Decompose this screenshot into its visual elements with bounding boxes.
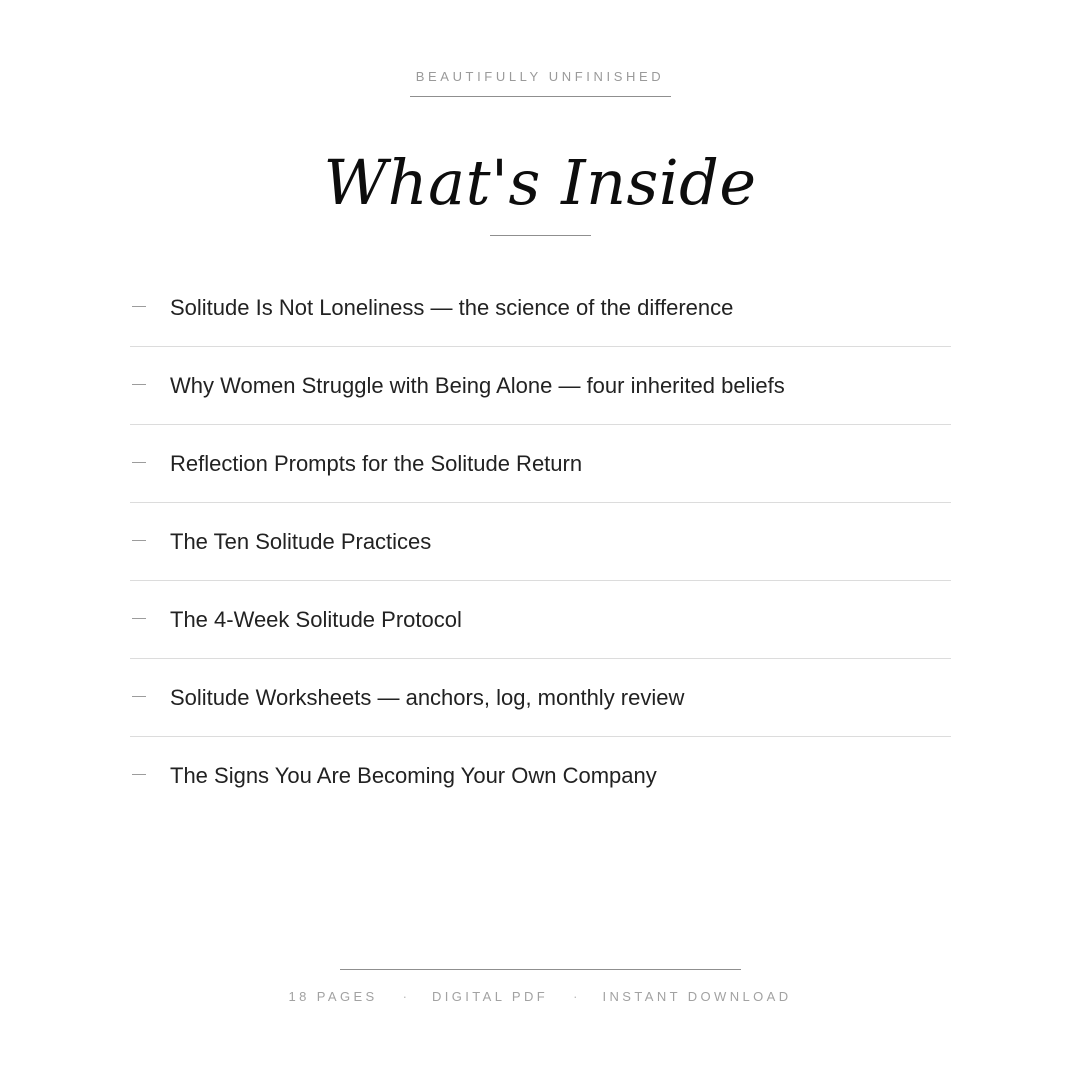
dash-icon <box>132 696 146 697</box>
list-item <box>130 425 951 503</box>
list-item-label: The 4-Week Solitude Protocol <box>170 607 462 632</box>
page-count: 18 PAGES <box>288 989 378 1004</box>
dash-icon <box>132 384 146 385</box>
list-item <box>130 503 951 581</box>
list-item <box>130 737 951 814</box>
dash-icon <box>132 306 146 307</box>
file-format: DIGITAL PDF <box>431 989 549 1004</box>
list-item-label: Why Women Struggle with Being Alone — four inherited beliefs <box>170 373 785 398</box>
dash-icon <box>132 618 146 619</box>
delivery-method: INSTANT DOWNLOAD <box>602 989 792 1004</box>
list-item <box>130 347 951 425</box>
list-item-label: Solitude Worksheets — anchors, log, monthly review <box>170 685 685 710</box>
list-item-label: The Ten Solitude Practices <box>170 529 432 554</box>
footer-divider <box>340 969 741 970</box>
list-item <box>130 659 951 737</box>
brand-name: BEAUTIFULLY UNFINISHED <box>415 69 665 84</box>
brand-divider <box>410 96 671 97</box>
contents-list <box>130 269 951 814</box>
list-item <box>130 581 951 659</box>
page-title: What's Inside <box>323 146 757 219</box>
list-item-label: The Signs You Are Becoming Your Own Company <box>170 763 657 788</box>
dash-icon <box>132 540 146 541</box>
list-item-label: Solitude Is Not Loneliness — the science of the difference <box>170 295 734 320</box>
separator-dot: · <box>573 989 578 1004</box>
list-item-label: Reflection Prompts for the Solitude Return <box>170 451 583 476</box>
dash-icon <box>132 462 146 463</box>
title-divider <box>490 235 591 236</box>
product-details <box>0 989 1080 1005</box>
list-item <box>130 269 951 347</box>
separator-dot: · <box>402 989 407 1004</box>
dash-icon <box>132 774 146 775</box>
